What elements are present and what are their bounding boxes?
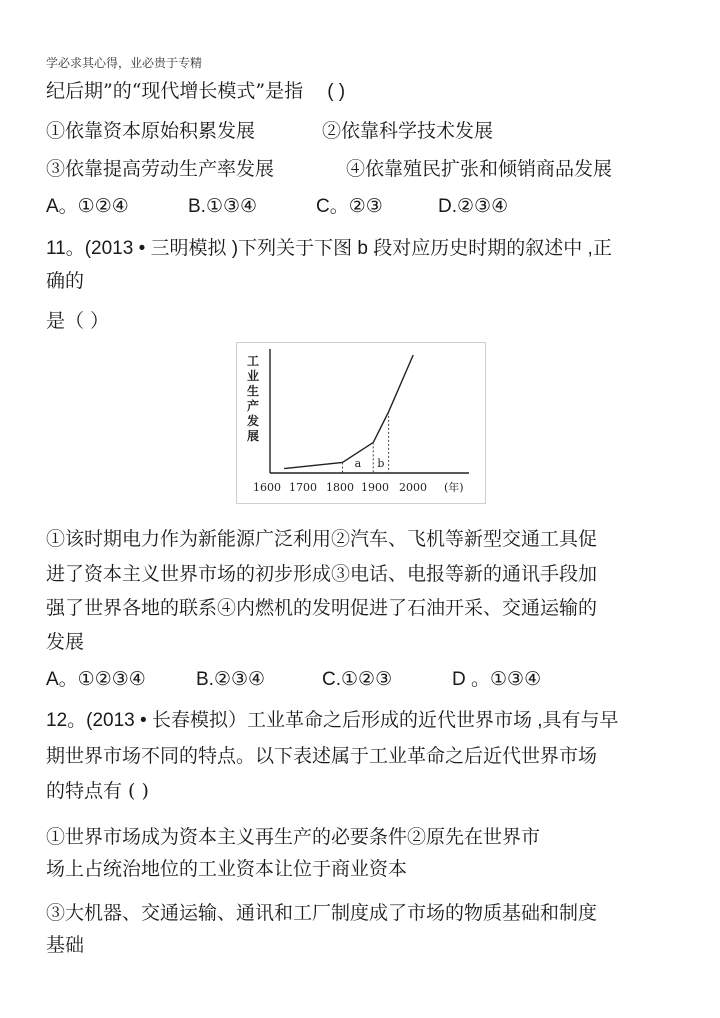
y-label-char: 工: [246, 354, 260, 368]
q11-option-c: C.①②③: [322, 669, 393, 690]
x-tick-label: 1800: [326, 481, 354, 494]
segment-label-a: a: [354, 457, 362, 470]
q10-stem: [46, 80, 345, 103]
q10-item-2: ②依靠科学技术发展: [322, 120, 494, 142]
q10-stem-text: 纪后期”的“现代增长模式”是指: [46, 80, 304, 102]
q12-item-3-line1: ③大机器、交通运输、通讯和工厂制度成了市场的物质基础和制度: [46, 902, 598, 924]
q11-body-line3: 强了世界各地的联系④内燃机的发明促进了石油开采、交通运输的: [46, 597, 598, 619]
q11-stem-line2: 确的: [46, 270, 85, 292]
q11-stem-line1: 11。(2013 • 三明模拟 )下列关于下图 b 段对应历史时期的叙述中 ,正: [46, 238, 612, 259]
chart-marks: [284, 355, 413, 473]
q12-item-3-line2: 基础: [46, 934, 85, 956]
y-axis-label: [246, 354, 259, 443]
q12-stem-line3: 的特点有 ( ): [46, 780, 149, 802]
q11-body-line1: ①该时期电力作为新能源广泛利用②汽车、飞机等新型交通工具促: [46, 528, 598, 550]
q10-answer-blank: ( ): [327, 81, 346, 102]
q12-item-1-line2: 场上占统治地位的工业资本让位于商业资本: [46, 858, 408, 880]
segment-label-b: b: [377, 457, 385, 470]
chart-svg: [237, 343, 485, 503]
y-label-char: 产: [246, 399, 260, 413]
q10-item-1: ①依靠资本原始积累发展: [46, 120, 256, 142]
q10-option-a: A。①②④: [46, 196, 129, 217]
y-label-char: 发: [246, 414, 260, 428]
y-label-char: 业: [246, 369, 260, 383]
x-tick-label: 2000: [399, 481, 427, 494]
q11-option-a: A。①②③④: [46, 669, 146, 690]
q11-stem-line3: 是（ ）: [46, 310, 110, 332]
q10-option-b: B.①③④: [188, 196, 258, 217]
x-axis-label: (年): [444, 481, 464, 494]
q11-option-b: B.②③④: [196, 669, 266, 690]
q12-stem-line1: 12。(2013 • 长春模拟）工业革命之后形成的近代世界市场 ,具有与早: [46, 710, 619, 731]
q10-option-c: C。②③: [316, 196, 383, 217]
x-tick-label: 1600: [253, 481, 281, 494]
y-label-char: 生: [246, 384, 260, 398]
q10-item-4: ④依靠殖民扩张和倾销商品发展: [346, 158, 613, 180]
q11-option-d: D 。①③④: [452, 669, 542, 690]
q11-body-line4: 发展: [46, 631, 85, 653]
q12-item-1-line1: ①世界市场成为资本主义再生产的必要条件②原先在世界市: [46, 826, 541, 848]
x-tick-label: 1900: [361, 481, 389, 494]
industrial-growth-chart: [236, 342, 486, 504]
q11-body-line2: 进了资本主义世界市场的初步形成③电话、电报等新的通讯手段加: [46, 563, 598, 585]
y-label-char: 展: [246, 429, 260, 443]
page-header: 学必求其心得，业必贵于专精: [46, 56, 203, 70]
x-tick-labels: [253, 481, 427, 494]
x-tick-label: 1700: [289, 481, 317, 494]
q10-item-3: ③依靠提高劳动生产率发展: [46, 158, 275, 180]
q12-stem-line2: 期世界市场不同的特点。以下表述属于工业革命之后近代世界市场: [46, 745, 598, 767]
growth-curve-line: [284, 355, 413, 469]
q10-option-d: D.②③④: [438, 196, 509, 217]
